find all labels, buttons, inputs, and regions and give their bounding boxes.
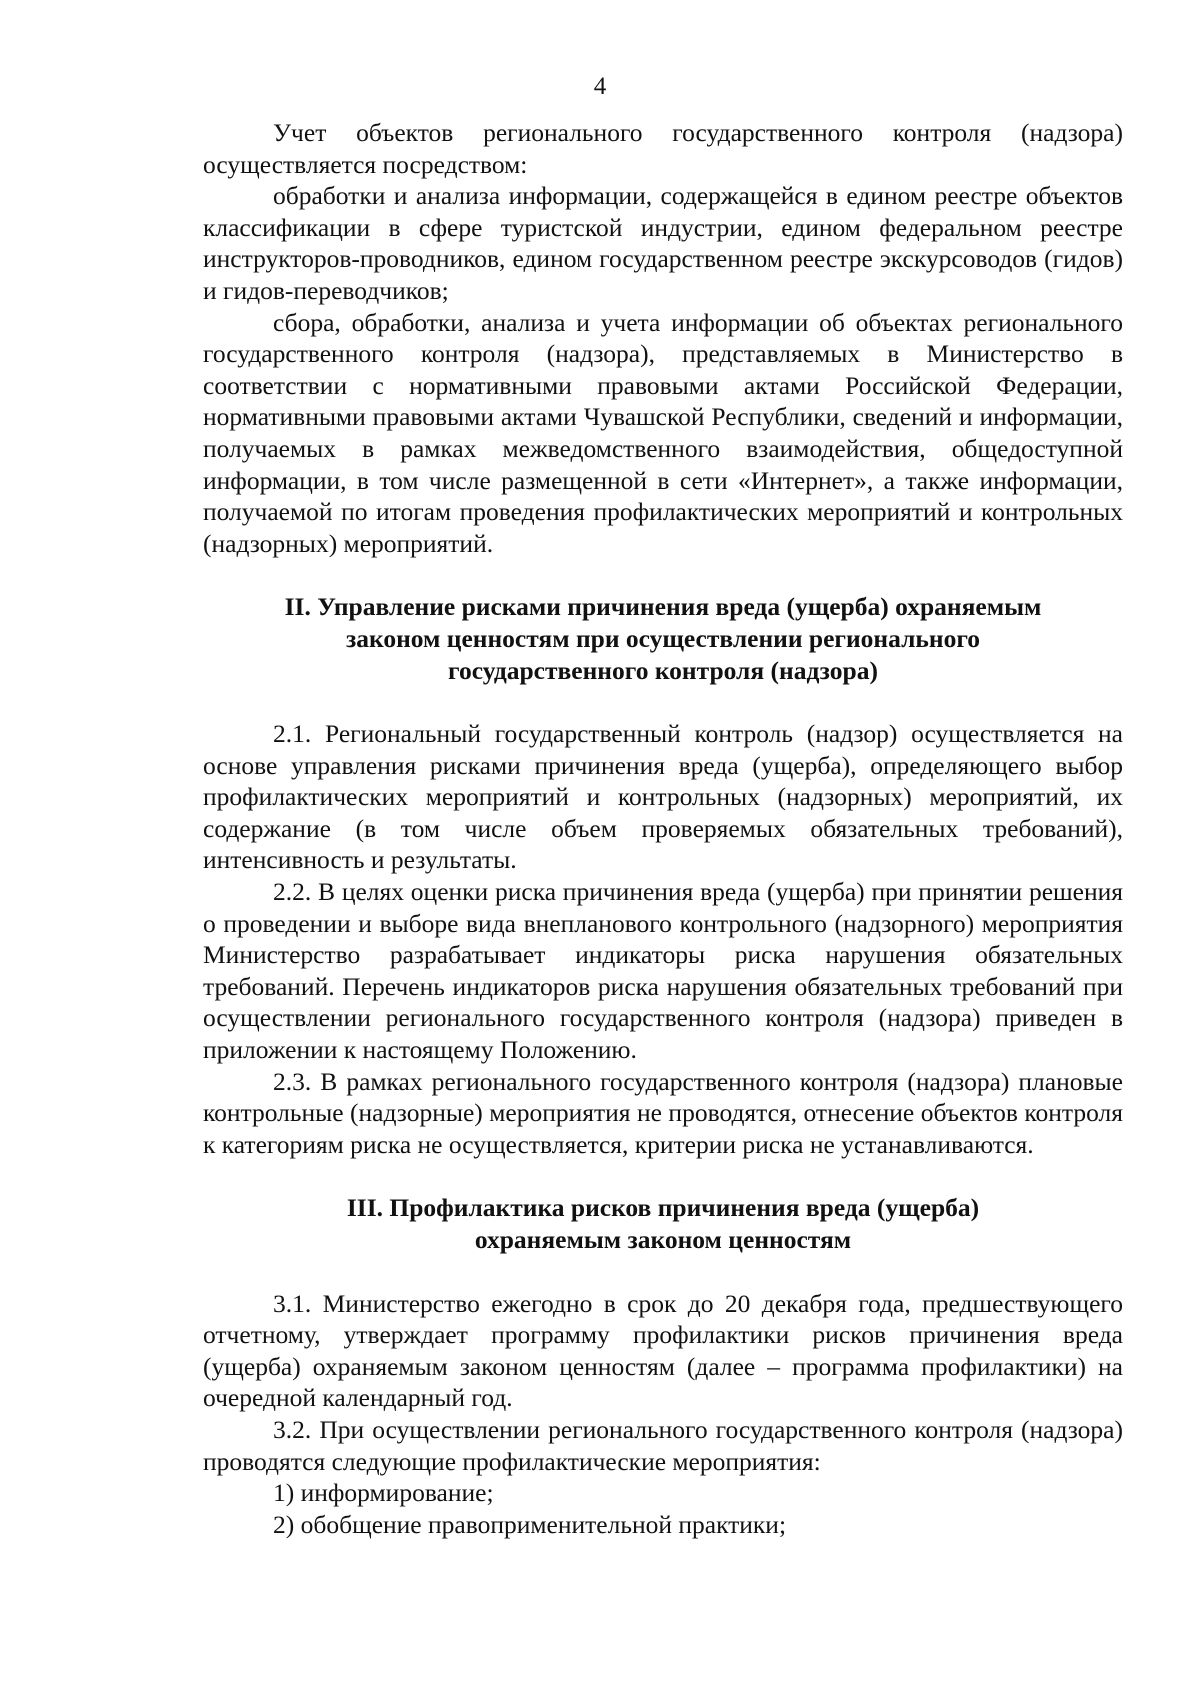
page-number: 4 <box>593 73 607 100</box>
intro-paragraph-3: сбора, обработки, анализа и учета информации об объектах регионального государственного контроля (надзора), представляемых в Министерство в соответствии с нормативными правовыми актами Российской Федерации, нормативными правовыми актами Чувашской Республики, сведений и информации, получаемых в рамках межведомственного взаимодействия, общедоступной информации, в том числе размещенной в сети «Интернет», а также информации, получаемой по итогам проведения профилактических мероприятий и контрольных (надзорных) мероприятий. <box>203 307 1123 558</box>
section-3-heading-line-2: охраняемым законом ценностям <box>474 1225 852 1254</box>
section-3-heading-line-1: III. Профилактика рисков причинения вреда (ущерба) <box>346 1193 980 1223</box>
section-2-heading <box>203 591 1123 686</box>
section-2-heading-line-2: законом ценностям при осуществлении регионального <box>345 623 981 653</box>
section-2-heading-line-1: II. Управление рисками причинения вреда (ущерба) охраняемым <box>284 592 1042 622</box>
section-3-heading <box>203 1192 1123 1255</box>
section-2-heading-line-3: государственного контроля (надзора) <box>448 655 878 685</box>
paragraph-2-3: 2.3. В рамках регионального государственного контроля (надзора) плановые контрольные (надзорные) мероприятия не проводятся, отнесение объектов контроля к категориям риска не осуществляется, критерии риска не устанавливаются. <box>203 1066 1123 1159</box>
list-item-1: 1) информирование; <box>273 1478 494 1508</box>
list-item-2: 2) обобщение правоприменительной практики; <box>273 1509 787 1539</box>
intro-paragraph-2: обработки и анализа информации, содержащейся в едином реестре объектов классификации в сфере туристской индустрии, едином федеральном реестре инструкторов-проводников, едином государственном реестре экскурсоводов (гидов) и гидов-переводчиков; <box>203 181 1123 305</box>
document-body <box>203 117 1123 1540</box>
paragraph-2-2: 2.2. В целях оценки риска причинения вреда (ущерба) при принятии решения о проведении и выборе вида внепланового контрольного (надзорного) мероприятия Министерство разрабатывает индикаторы риска нарушения обязательных требований. Перечень индикаторов риска нарушения обязательных требований при осуществлении регионального государственного контроля (надзора) приведен в приложении к настоящему Положению. <box>203 877 1123 1065</box>
intro-paragraph-1: Учет объектов регионального государственного контроля (надзора) осуществляется посредством: <box>203 118 1123 179</box>
paragraph-2-1: 2.1. Региональный государственный контроль (надзор) осуществляется на основе управления рисками причинения вреда (ущерба), определяющего выбор профилактических мероприятий и контрольных (надзорных) мероприятий, их содержание (в том числе объем проверяемых обязательных требований), интенсивность и результаты. <box>203 719 1123 875</box>
paragraph-3-2: 3.2. При осуществлении регионального государственного контроля (надзора) проводятся следующие профилактические мероприятия: <box>203 1414 1123 1476</box>
paragraph-3-1: 3.1. Министерство ежегодно в срок до 20 декабря года, предшествующего отчетному, утверждает программу профилактики рисков причинения вреда (ущерба) охраняемым законом ценностям (далее – программа профилактики) на очередной календарный год. <box>203 1288 1123 1413</box>
